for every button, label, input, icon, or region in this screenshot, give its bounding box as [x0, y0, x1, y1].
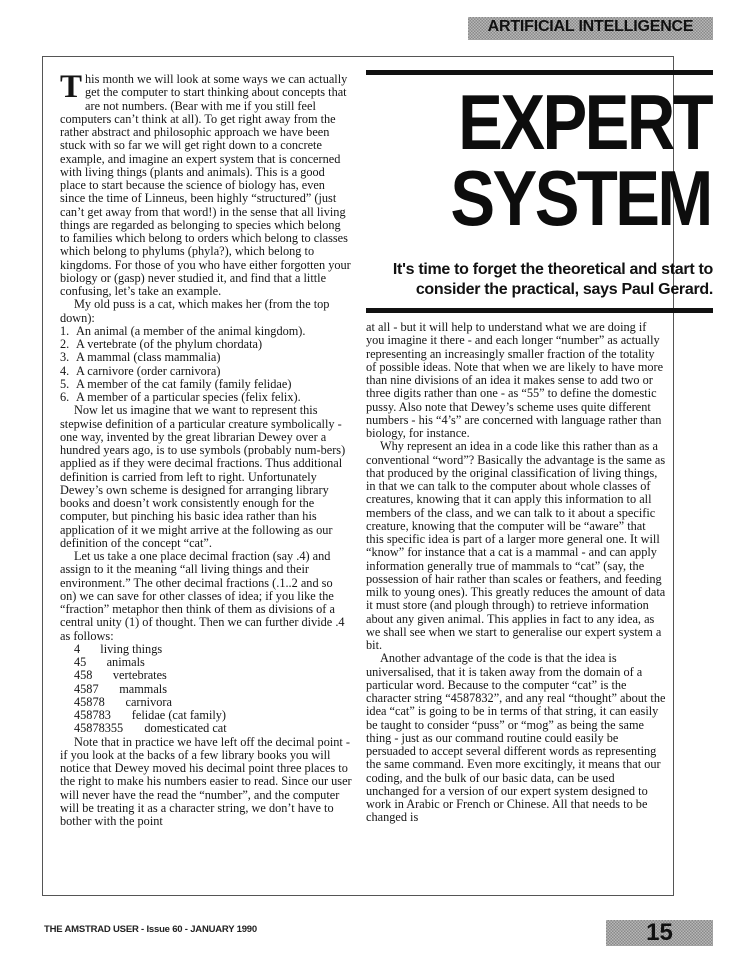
list-number: 2.	[60, 337, 70, 351]
code-row	[60, 722, 352, 735]
list-number: 4.	[60, 363, 70, 378]
list-number: 3.	[60, 350, 70, 365]
headline-line-2: SYSTEM	[450, 154, 711, 242]
title-rule-top	[366, 70, 713, 75]
code-row	[60, 683, 352, 696]
continuation-paragraph: at all - but it will help to understand what we are doing if you imagine it there - and each longer “number” as actually representing an increasingly smaller fraction of the totality of possible ideas. Note that when we are likely to have more than nine divisions of an idea it makes sense to add two or three digits rather than one - as “55” to define the domestic pussy. Also note that Dewey’s scheme uses quite different numbers - his “4’s” are concerned with language rather than biology, for instance.	[366, 320, 664, 440]
code-value: 4	[74, 641, 81, 656]
code-value: 45	[74, 655, 87, 669]
code-row	[60, 656, 352, 669]
code-label: domesticated cat	[144, 721, 227, 736]
code-label: animals	[106, 655, 145, 669]
list-text: A vertebrate (of the phylum chordata)	[76, 337, 263, 351]
footer-publication: THE AMSTRAD USER - Issue 60 - JANUARY 1990	[44, 924, 257, 935]
list-number: 1.	[60, 323, 70, 338]
list-text: A mammal (class mammalia)	[76, 350, 221, 365]
title-rule-bottom	[366, 308, 713, 313]
list-item	[60, 391, 352, 404]
list-item	[60, 351, 352, 364]
list-item	[60, 378, 352, 391]
classification-list	[60, 325, 352, 405]
code-label: carnivora	[125, 694, 172, 709]
list-text: A member of a particular species (felix felix).	[76, 390, 301, 404]
code-value: 45878	[74, 694, 105, 709]
code-row	[60, 669, 352, 682]
standfirst-line-1: It's time to forget the theoretical and start to	[392, 261, 713, 278]
code-label: felidae (cat family)	[131, 708, 227, 722]
headline-line-1: EXPERT	[458, 78, 711, 166]
drop-cap: T	[60, 69, 83, 105]
advantage-paragraph: Another advantage of the code is that the idea is universalised, that it is taken away from the domain of a particular word. Because to the computer “cat” is the character string “4587832”, and any real “thought” about the idea “cat” is going to be in terms of that string, it can easily be taught to consider “puss” or “mog” as being the same thing - just as our command routine could easily be persuaded to accept several different words as representing the same command. Even more excitingly, it means that our coding, and the bulk of our basic data, can be used unchanged for a version of our expert system designed to work in Arabic or French or Chinese. All that needs to be changed is	[366, 651, 666, 825]
note-paragraph: Note that in practice we have left off the decimal point - if you look at the backs of a few library books you will notice that Dewey moved his decimal point three places to the right to make his numbers easier to read. Since our user will never have the read the “number”, and the computer will be treating it as a character string, we don’t have to bother with the point	[60, 734, 352, 828]
page-number-box	[606, 920, 713, 946]
intro-text: his month we will look at some ways we can actually get the computer to start thinking about concepts that are not numbers. (Bear with me if you still feel computers can’t think at all). To get right away from the rather abstract and philosophic approach we have been stuck with so far we will get right down to a concrete example, and imagine an expert system that is concerned with living things (plants and animals). This is a good place to start because the science of biology has, even since the time of Linneus, been highly “structured” (just can’t get away from that word!) in the sense that all living things are regarded as belonging to species which belong to families which belong to orders which belong to classes which belong to phylums (phyla?), which belong to kingdoms. For those of you who have either forgotten your biology or (gasp) never studied it, and find that a little confusing, let’s take an example.	[60, 72, 351, 298]
puss-paragraph: My old puss is a cat, which makes her (from the top down):	[60, 297, 330, 325]
section-banner	[468, 17, 713, 40]
section-title: ARTIFICIAL INTELLIGENCE	[487, 18, 694, 35]
why-paragraph: Why represent an idea in a code like this rather than as a conventional “word”? Basically the advantage is the same as that produced by the original classification of living things, in that we can talk to the computer about whole classes of creatures, knowing that it can apply this information to all members of the class, and we can talk to it about a specific creature, knowing that the computer will be “aware” that this specific idea is part of a larger more general one. It will “know” for instance that a cat is a mammal - and can apply information generally true of mammals to “cat” (say, the possession of hair rather than scales or feathers, and feeding milk to young ones). This greatly reduces the amount of data it must store (and plough through) to retrieve information about any given animal. This applies in fact to any idea, as we shall see when we start to generalise our expert system a bit.	[366, 439, 666, 652]
list-text: A member of the cat family (family felidae)	[76, 376, 292, 391]
code-row	[60, 643, 352, 656]
left-column	[60, 69, 352, 828]
list-text: A carnivore (order carnivora)	[76, 363, 221, 378]
code-row	[60, 696, 352, 709]
code-label: mammals	[119, 681, 168, 696]
standfirst-line-2: consider the practical, says Paul Gerard.	[415, 281, 713, 298]
code-table	[60, 643, 352, 736]
list-number: 5.	[60, 376, 70, 391]
list-item	[60, 365, 352, 378]
code-value: 458	[74, 668, 93, 683]
code-label: vertebrates	[112, 668, 167, 683]
standfirst	[373, 260, 713, 300]
list-item	[60, 325, 352, 338]
page-number: 15	[646, 919, 673, 946]
list-item	[60, 338, 352, 351]
list-text: An animal (a member of the animal kingdom).	[76, 323, 306, 338]
code-row	[60, 709, 352, 722]
code-label: living things	[100, 641, 163, 656]
right-column	[366, 321, 666, 825]
intro-paragraph	[60, 69, 352, 298]
code-value: 4587	[74, 681, 99, 696]
code-value: 45878355	[74, 721, 124, 736]
code-value: 458783	[74, 708, 111, 722]
dewey-paragraph: Now let us imagine that we want to represent this stepwise definition of a particular creature symbolically - one way, invented by the great librarian Dewey over a hundred years ago, is to use symbols (probably num-bers) applied as if they were decimal fractions. Thus additional definition is carried from left to right. Unfortunately Dewey’s own scheme is designed for arranging library books and doesn’t work consistently enough for the computer, but pinching his basic idea rather than his application of it we might arrive at the following as our definition of the concept “cat”.	[60, 403, 346, 550]
fraction-paragraph: Let us take a one place decimal fraction (say .4) and assign to it the meaning “all living things and their environment.” The other decimal fractions (.1..2 and so on) we can save for other classes of idea; if you like the “fraction” metaphor then think of them as divisions of a central unity (1) of thought. Then we can further divide .4 as follows:	[60, 549, 345, 643]
list-number: 6.	[60, 390, 70, 404]
